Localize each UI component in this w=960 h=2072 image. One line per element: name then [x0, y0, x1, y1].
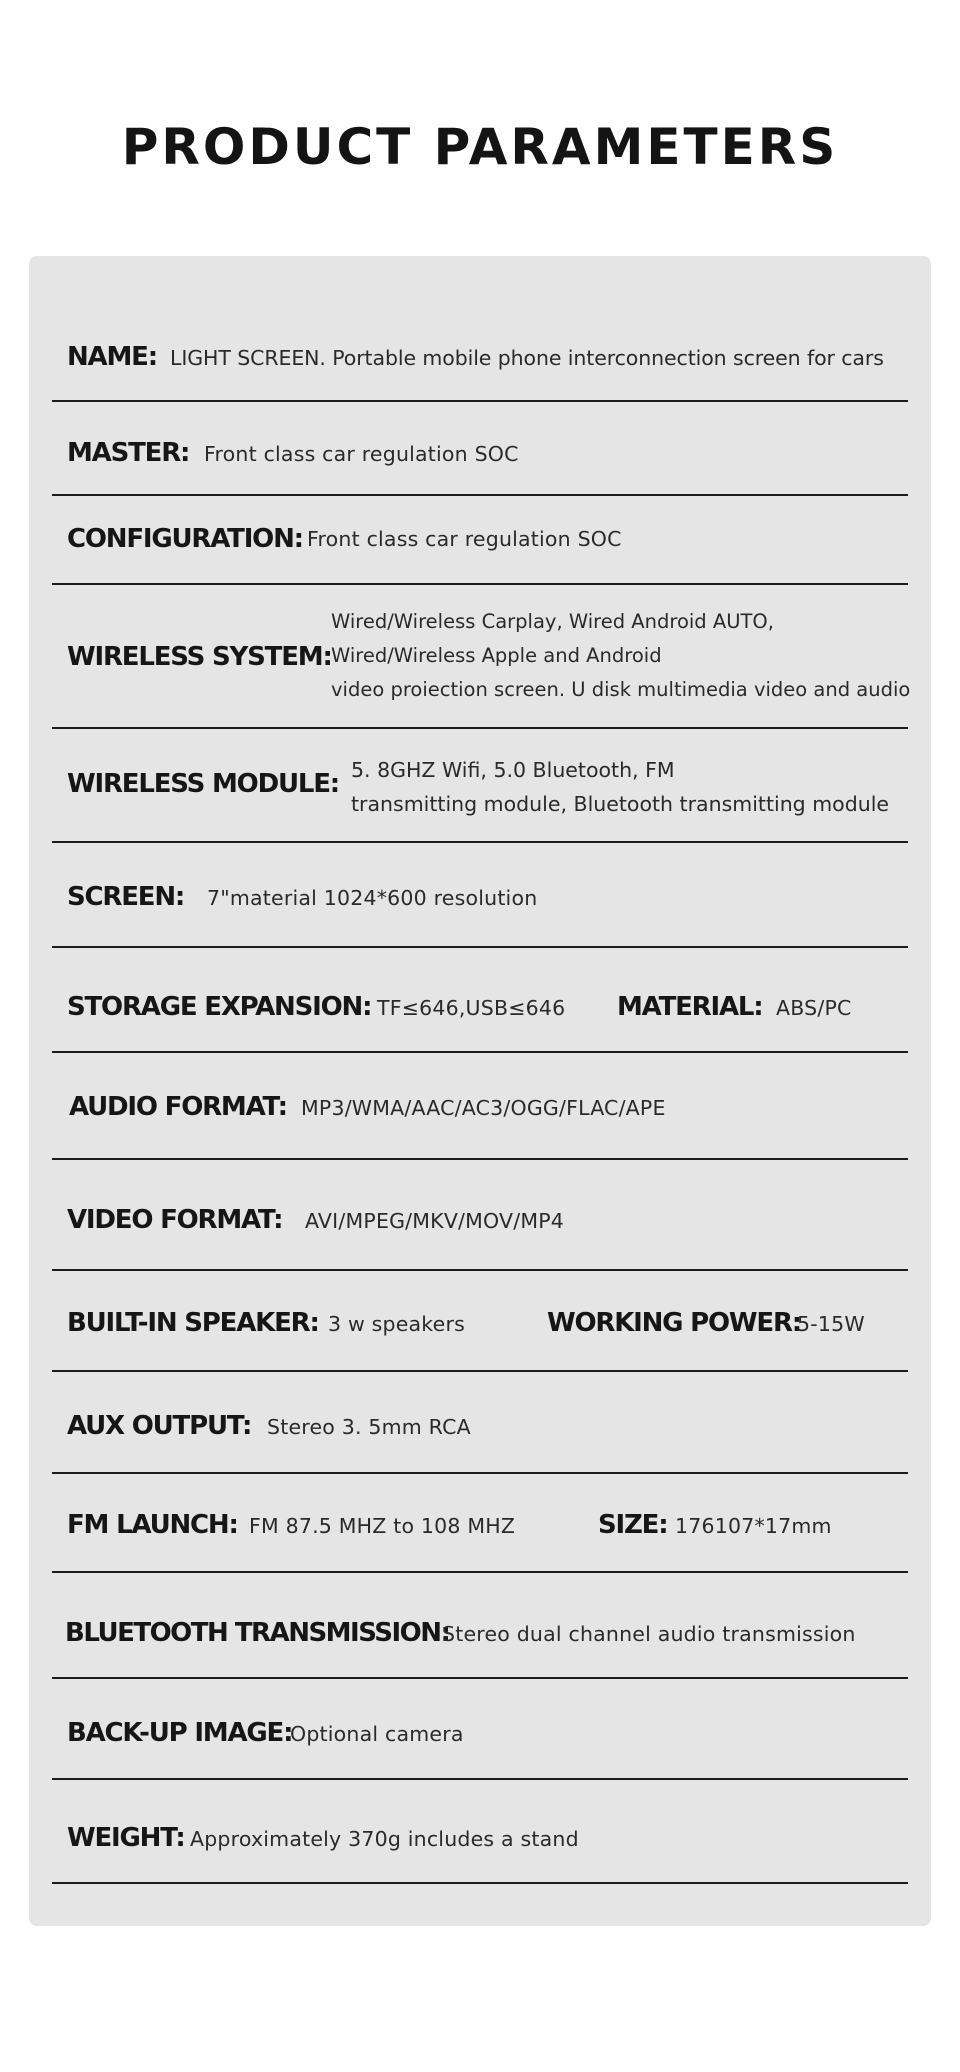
aux-output-value: Stereo 3. 5mm RCA: [267, 1415, 471, 1439]
configuration-label: CONFIGURATION:: [67, 524, 303, 554]
bluetooth-transmission-label: BLUETOOTH TRANSMISSION:: [65, 1618, 450, 1648]
wireless-module-value: [351, 753, 889, 821]
built-in-speaker-value: 3 w speakers: [328, 1312, 465, 1336]
wireless-system-label: WIRELESS SYSTEM:: [67, 642, 332, 672]
working-power-label: WORKING POWER:: [547, 1308, 801, 1338]
audio-format-label: AUDIO FORMAT:: [69, 1092, 287, 1122]
screen-label: SCREEN:: [67, 882, 185, 912]
divider: [52, 494, 908, 496]
wireless-module-label: WIRELESS MODULE:: [67, 769, 339, 799]
wireless-system-line: Wired/Wireless Apple and Android: [331, 644, 662, 667]
divider: [52, 727, 908, 729]
divider: [52, 1472, 908, 1474]
divider: [52, 1677, 908, 1679]
working-power-value: 5-15W: [797, 1312, 865, 1336]
divider: [52, 400, 908, 402]
divider: [52, 946, 908, 948]
bluetooth-transmission-value: Stereo dual channel audio transmission: [442, 1622, 856, 1646]
divider: [52, 1882, 908, 1884]
weight-value: Approximately 370g includes a stand: [190, 1827, 579, 1851]
backup-image-value: Optional camera: [290, 1722, 464, 1746]
divider: [52, 1269, 908, 1271]
material-value: ABS/PC: [776, 996, 852, 1020]
fm-launch-value: FM 87.5 MHZ to 108 MHZ: [249, 1514, 516, 1538]
master-value: Front class car regulation SOC: [204, 442, 519, 466]
aux-output-label: AUX OUTPUT:: [67, 1411, 252, 1441]
divider: [52, 583, 908, 585]
wireless-system-line: video proiection screen. U disk multimedia video and audio: [331, 678, 911, 701]
size-label: SIZE:: [598, 1510, 668, 1540]
page-title: PRODUCT PARAMETERS: [121, 118, 839, 176]
divider: [52, 1778, 908, 1780]
fm-launch-label: FM LAUNCH:: [67, 1510, 238, 1540]
divider: [52, 841, 908, 843]
divider: [52, 1158, 908, 1160]
built-in-speaker-label: BUILT-IN SPEAKER:: [67, 1308, 319, 1338]
storage-expansion-label: STORAGE EXPANSION:: [67, 992, 372, 1022]
divider: [52, 1571, 908, 1573]
wireless-system-value: [331, 605, 910, 707]
name-label: NAME:: [67, 342, 157, 372]
parameters-panel: [29, 256, 931, 1926]
backup-image-label: BACK-UP IMAGE:: [67, 1718, 293, 1748]
divider: [52, 1051, 908, 1053]
storage-expansion-value: TF≤646,USB≤646: [377, 996, 566, 1020]
configuration-value: Front class car regulation SOC: [307, 527, 622, 551]
name-value: LIGHT SCREEN. Portable mobile phone interconnection screen for cars: [170, 346, 884, 370]
material-label: MATERIAL:: [617, 992, 763, 1022]
size-value: 176107*17mm: [675, 1514, 832, 1538]
wireless-module-line: 5. 8GHZ Wifi, 5.0 Bluetooth, FM: [351, 758, 675, 782]
video-format-label: VIDEO FORMAT:: [67, 1205, 283, 1235]
wireless-system-line: Wired/Wireless Carplay, Wired Android AUTO,: [331, 610, 774, 633]
divider: [52, 1370, 908, 1372]
weight-label: WEIGHT:: [67, 1823, 185, 1853]
video-format-value: AVI/MPEG/MKV/MOV/MP4: [305, 1209, 565, 1233]
screen-value: 7"material 1024*600 resolution: [207, 886, 538, 910]
wireless-module-line: transmitting module, Bluetooth transmitting module: [351, 792, 890, 816]
master-label: MASTER:: [67, 438, 190, 468]
audio-format-value: MP3/WMA/AAC/AC3/OGG/FLAC/APE: [301, 1096, 666, 1120]
